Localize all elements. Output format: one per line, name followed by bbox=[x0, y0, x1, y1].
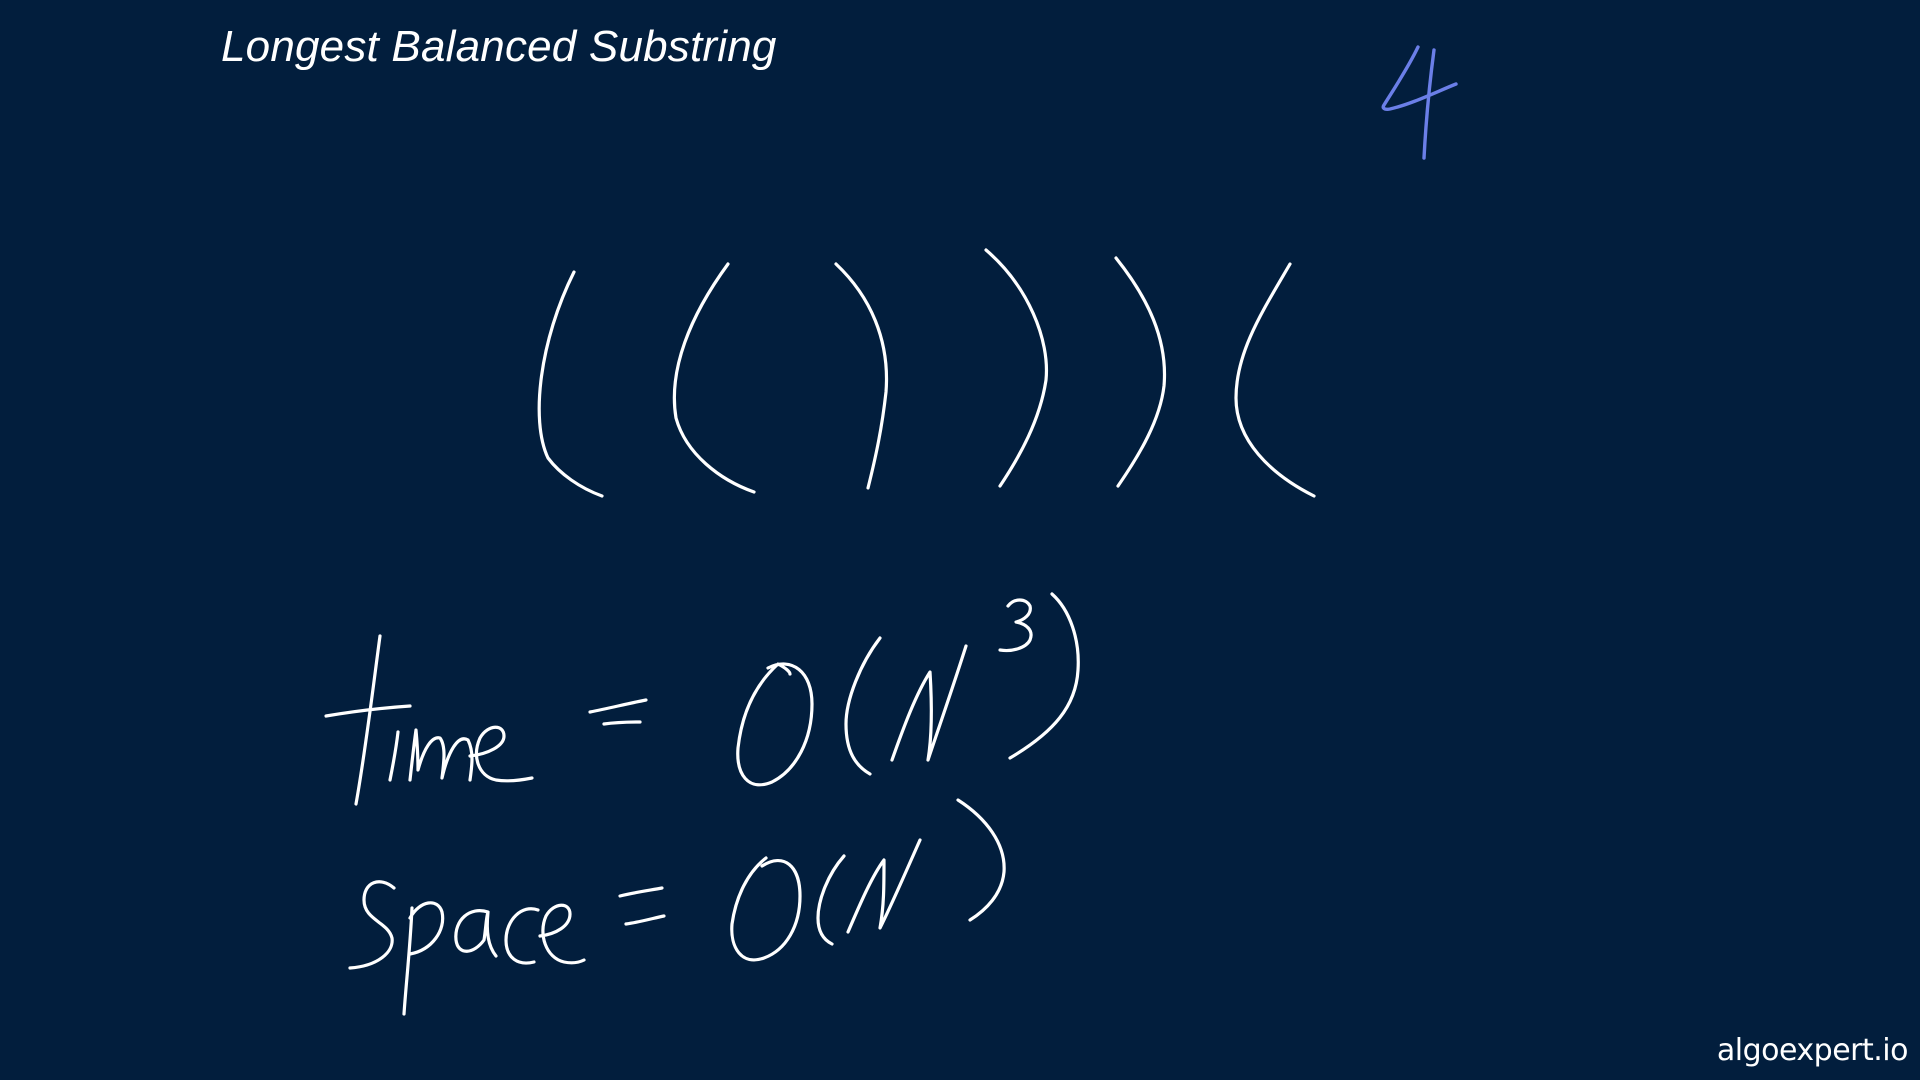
answer-4-stem bbox=[1424, 50, 1434, 158]
time-m bbox=[410, 730, 472, 780]
paren-close-2 bbox=[986, 250, 1046, 486]
space-e bbox=[540, 905, 584, 963]
time-i bbox=[390, 732, 398, 780]
space-p bbox=[404, 903, 443, 1014]
paren-open-2 bbox=[674, 264, 754, 492]
space-s bbox=[350, 882, 394, 968]
paren-open-3 bbox=[1236, 264, 1314, 496]
space-c bbox=[506, 909, 538, 963]
input-string bbox=[539, 250, 1314, 496]
paren-open-1 bbox=[539, 272, 602, 496]
time-exponent-3 bbox=[1000, 600, 1031, 651]
time-paren-open bbox=[846, 638, 880, 774]
watermark-logo: algoexpert.io bbox=[1716, 1033, 1908, 1068]
time-t-stem bbox=[356, 636, 380, 804]
time-equals-bottom bbox=[604, 722, 640, 724]
time-e bbox=[470, 727, 532, 781]
space-a bbox=[456, 911, 496, 956]
space-equals-bottom bbox=[626, 916, 664, 924]
answer-digit-4 bbox=[1383, 47, 1456, 158]
time-complexity bbox=[326, 594, 1078, 804]
time-big-o bbox=[738, 664, 812, 785]
space-complexity bbox=[350, 800, 1004, 1014]
space-paren-close bbox=[958, 800, 1004, 920]
space-paren-open bbox=[818, 856, 844, 944]
paren-close-1 bbox=[836, 264, 887, 488]
time-n bbox=[892, 646, 966, 760]
time-equals-top bbox=[590, 700, 646, 712]
paren-close-3 bbox=[1116, 258, 1165, 486]
slide-title: Longest Balanced Substring bbox=[221, 22, 777, 71]
space-big-o bbox=[732, 858, 800, 960]
space-equals-top bbox=[620, 888, 662, 896]
answer-4-diagonal-and-bar bbox=[1383, 47, 1456, 109]
space-n bbox=[848, 840, 920, 932]
time-paren-close bbox=[1010, 594, 1078, 758]
